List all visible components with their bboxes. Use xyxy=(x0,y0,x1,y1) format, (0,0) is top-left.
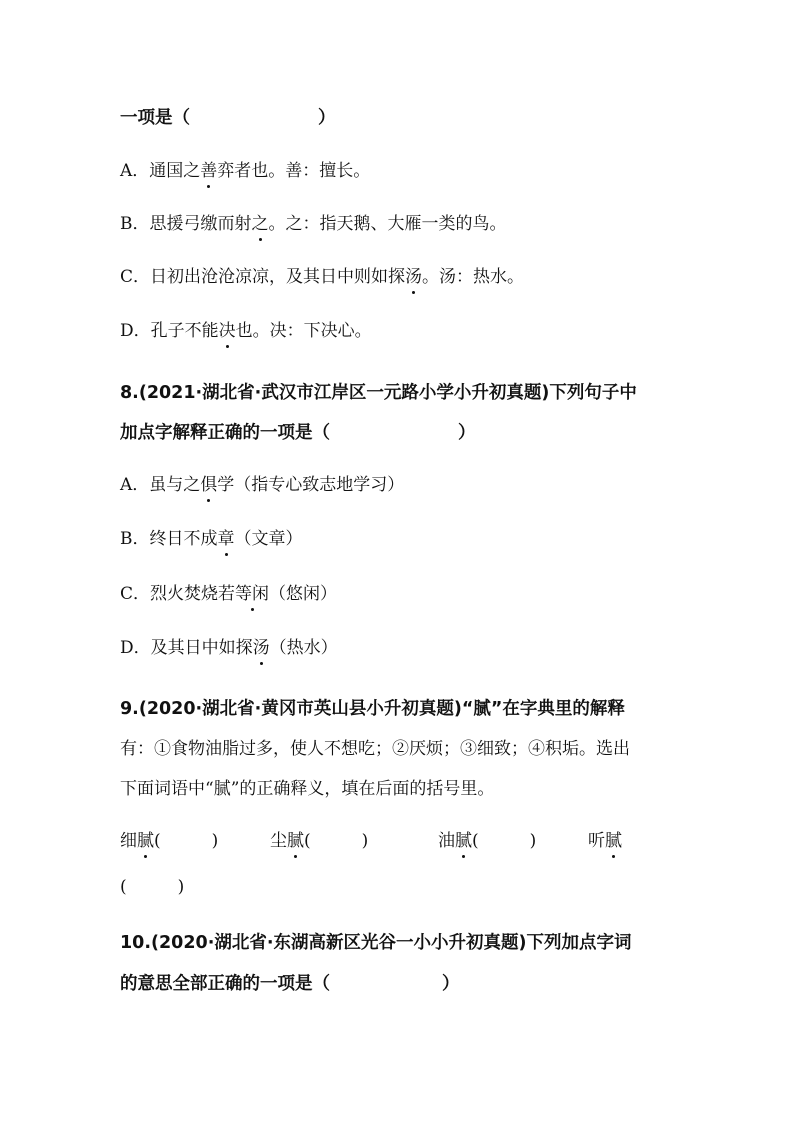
q7-stem-tail xyxy=(120,107,336,129)
q7-option-c[interactable] xyxy=(120,266,524,288)
q9-stem-line3: 下面词语中“腻”的正确释义，填在后面的括号里。 xyxy=(120,779,495,799)
dotted-char: 之 xyxy=(251,214,269,234)
option-text: A．虽与之 xyxy=(120,475,201,495)
option-text: 。汤：热水。 xyxy=(422,267,525,287)
q8-stem-close: ） xyxy=(458,423,476,443)
dotted-char: 腻 xyxy=(287,831,304,851)
dotted-char: 章 xyxy=(217,529,235,549)
option-text: C．日初出沧沧凉凉，及其日中则如探 xyxy=(120,267,406,287)
option-text: 。之：指天鹅、大雁一类的鸟。 xyxy=(268,214,507,234)
q10-stem-close: ） xyxy=(442,974,460,994)
q10-stem-line1: 10.(2020·湖北省·东湖高新区光谷一小小升初真题)下列加点字词 xyxy=(120,933,632,953)
option-text: 也。决：下决心。 xyxy=(235,321,372,341)
dotted-char: 汤 xyxy=(252,638,270,658)
q10-stem-line2 xyxy=(120,973,460,995)
q8-option-d[interactable] xyxy=(120,637,338,659)
q8-option-a[interactable] xyxy=(120,474,404,496)
q9-word-1 xyxy=(120,830,218,852)
answer-paren[interactable]: ( ) xyxy=(154,831,219,851)
dotted-char: 腻 xyxy=(605,831,622,851)
q8-stem-text: 加点字解释正确的一项是（ xyxy=(120,423,330,443)
q8-option-c[interactable] xyxy=(120,583,337,605)
word-text: 尘 xyxy=(270,831,287,851)
answer-paren[interactable]: ( ) xyxy=(472,831,537,851)
option-text: A．通国之 xyxy=(120,161,201,181)
dotted-char: 等闲 xyxy=(235,584,270,604)
option-text: （热水） xyxy=(269,638,338,658)
q7-option-a[interactable] xyxy=(120,160,370,182)
option-text: 弈者也。善：擅长。 xyxy=(217,161,371,181)
option-text: （悠闲） xyxy=(269,584,338,604)
q7-option-b[interactable] xyxy=(120,213,507,235)
q9-stem-line2: 有：①食物油脂过多，使人不想吃；②厌烦；③细致；④积垢。选出 xyxy=(120,739,630,759)
q7-stem-text: 一项是（ xyxy=(120,108,190,128)
option-text: D．及其日中如探 xyxy=(120,638,253,658)
q7-option-d[interactable] xyxy=(120,320,372,342)
word-text: 细 xyxy=(120,831,137,851)
option-text: B．终日不成 xyxy=(120,529,218,549)
dotted-char: 汤 xyxy=(405,267,423,287)
dotted-char: 腻 xyxy=(455,831,472,851)
answer-paren[interactable]: ( ) xyxy=(304,831,369,851)
q8-option-b[interactable] xyxy=(120,528,303,550)
dotted-char: 俱 xyxy=(200,475,218,495)
q9-word-4-paren[interactable]: ( ) xyxy=(120,877,185,897)
option-text: D．孔子不能 xyxy=(120,321,219,341)
option-text: C．烈火焚烧若 xyxy=(120,584,236,604)
word-text: 听 xyxy=(588,831,605,851)
q9-word-3 xyxy=(438,830,536,852)
q9-word-2 xyxy=(270,830,368,852)
option-text: 学（指专心致志地学习） xyxy=(217,475,405,495)
q9-word-4 xyxy=(588,830,622,852)
q10-stem-text: 的意思全部正确的一项是（ xyxy=(120,974,330,994)
q8-stem-line1: 8.(2021·湖北省·武汉市江岸区一元路小学小升初真题)下列句子中 xyxy=(120,383,637,403)
q7-stem-close: ） xyxy=(318,108,336,128)
dotted-char: 腻 xyxy=(137,831,154,851)
dotted-char: 善 xyxy=(200,161,218,181)
word-text: 油 xyxy=(438,831,455,851)
q8-stem-line2 xyxy=(120,422,476,444)
option-text: B．思援弓缴而射 xyxy=(120,214,252,234)
option-text: （文章） xyxy=(234,529,303,549)
q9-stem-line1: 9.(2020·湖北省·黄冈市英山县小升初真题)“腻”在字典里的解释 xyxy=(120,699,625,719)
dotted-char: 决 xyxy=(218,321,236,341)
